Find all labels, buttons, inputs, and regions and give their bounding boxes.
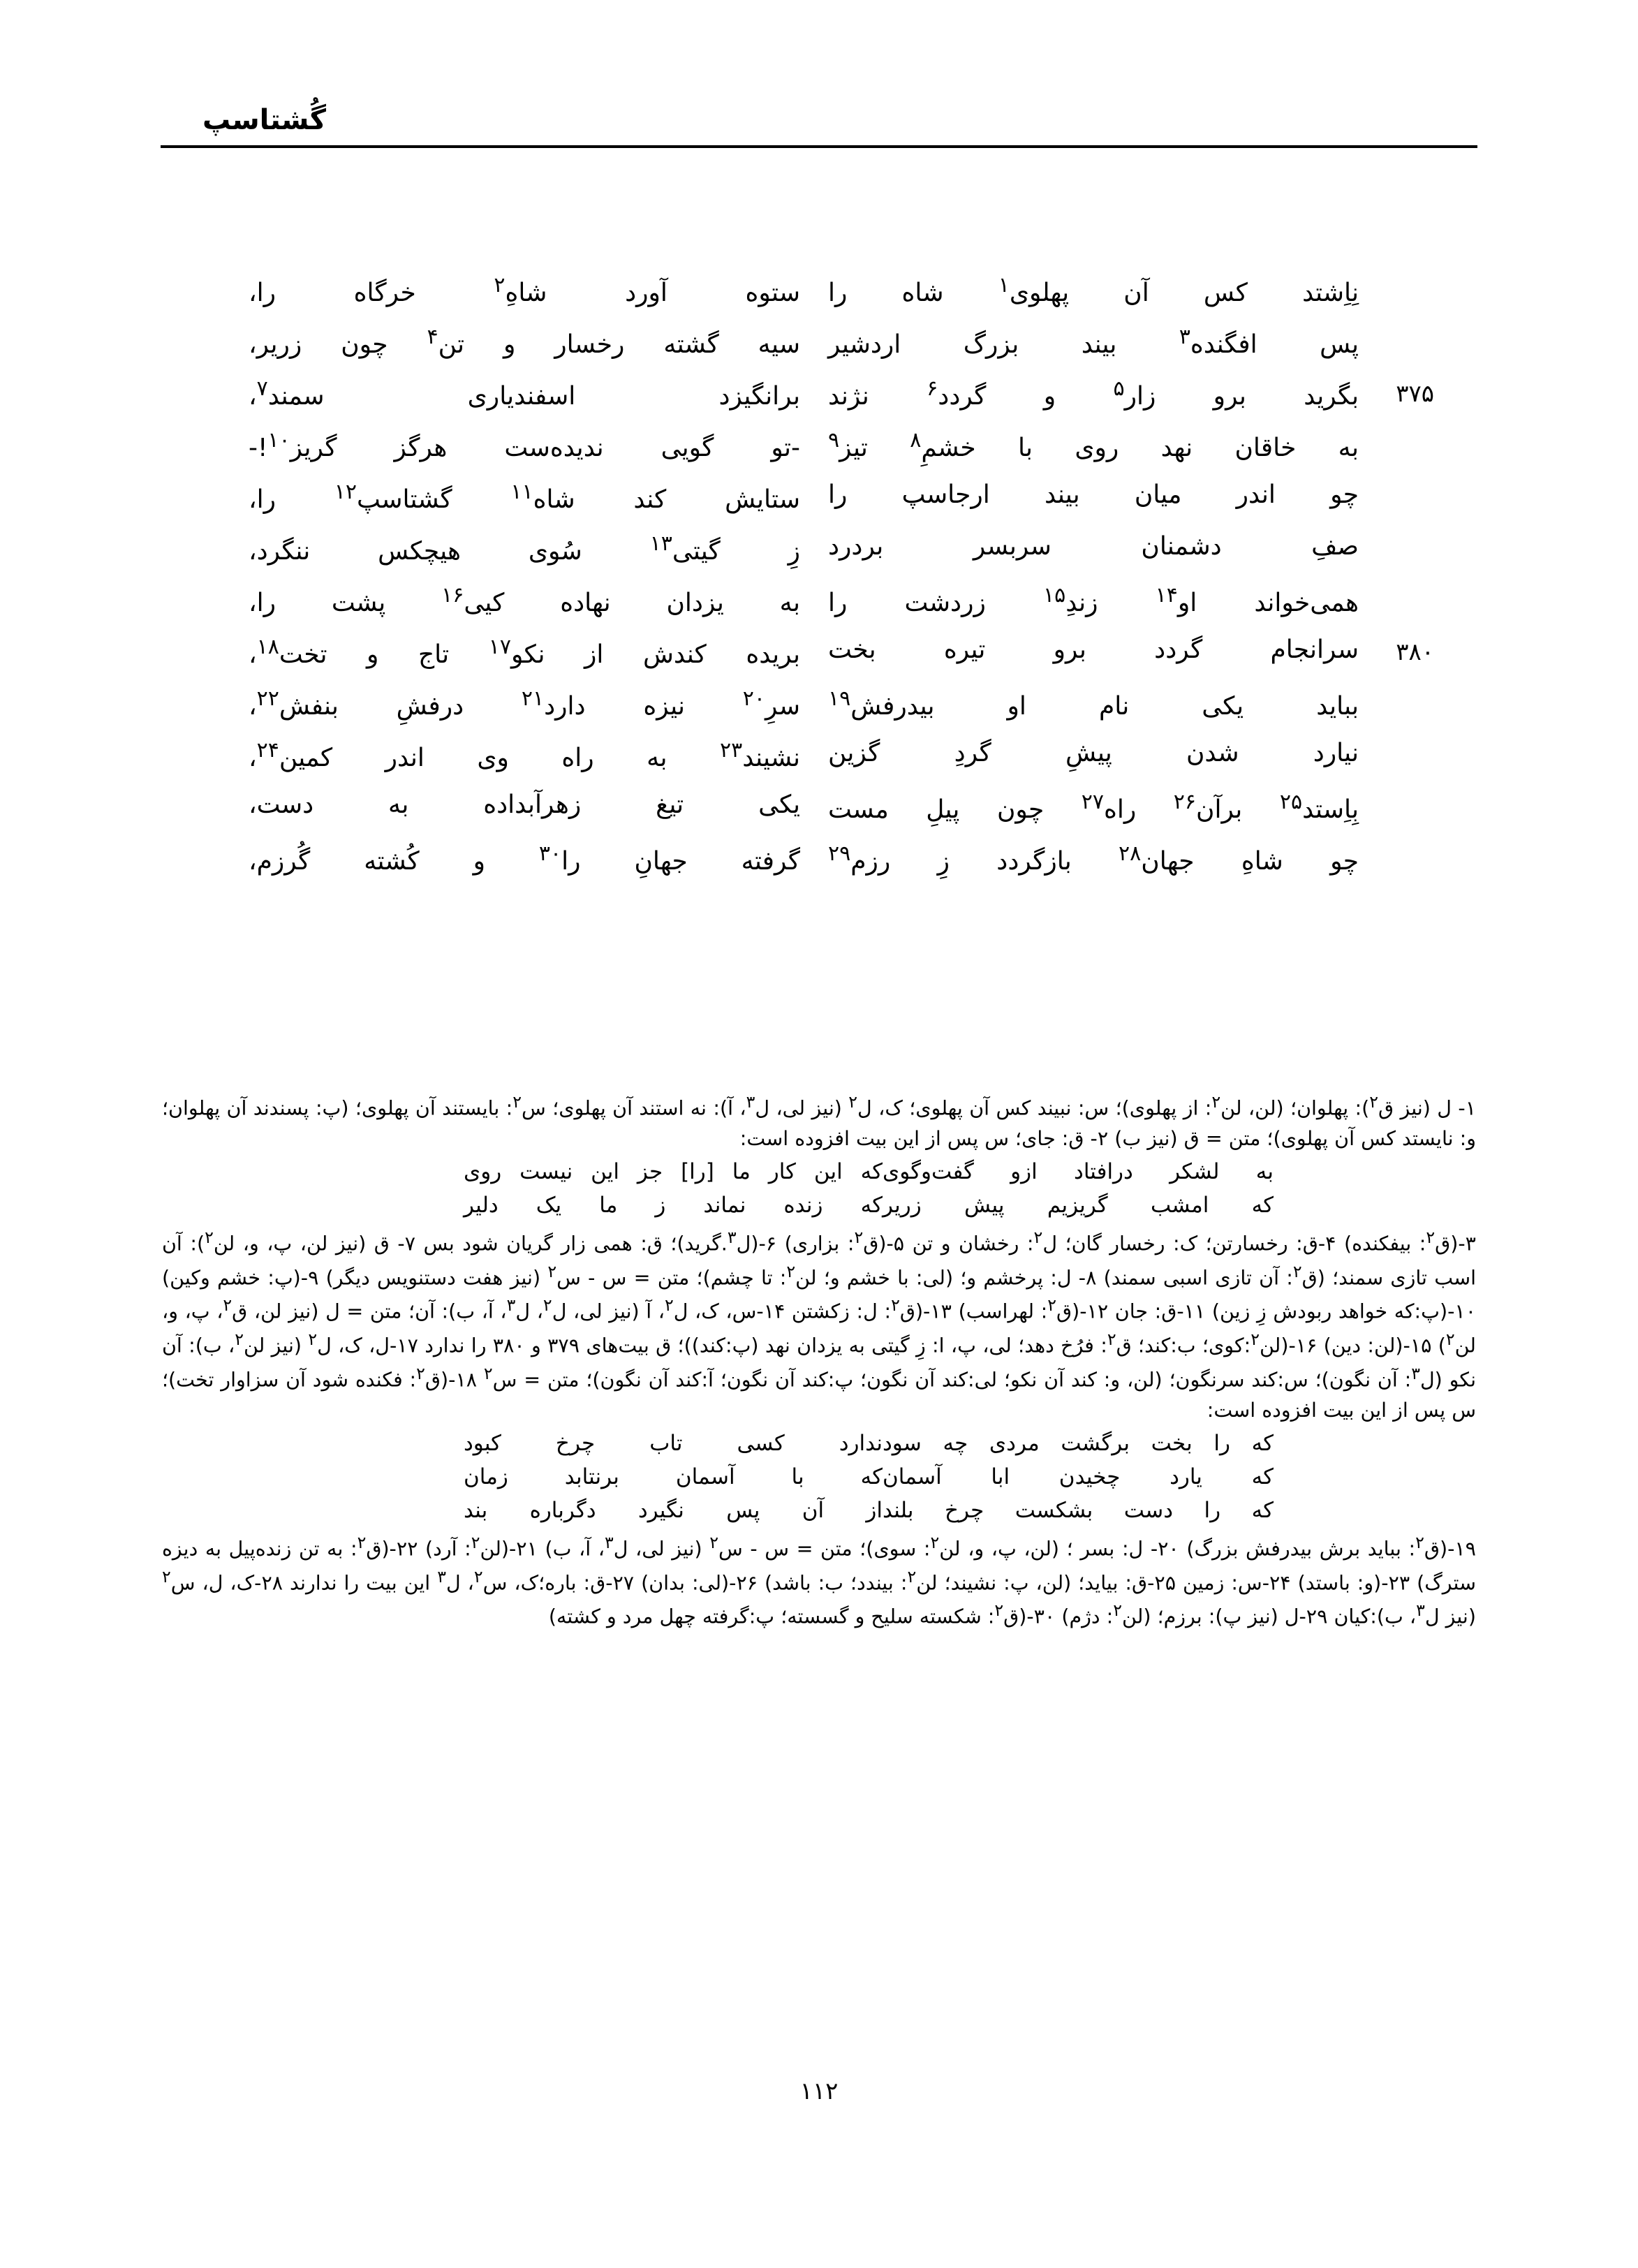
- hemistich-first: بگرید برو زار$^۵$ و گردد$^۶$ نژند: [828, 376, 1359, 411]
- quoted-hemistich-first: که را بخت برگشت مردی چه سود: [883, 1431, 1274, 1457]
- running-head-title: گُشتاسپ: [202, 104, 326, 136]
- hemistich-second: گرفته جهانِ را$^{۳۰}$ و کُشته گُرزم،: [249, 841, 800, 876]
- quoted-hemistich-second: که زنده نماند ز ما یک دلیر: [464, 1192, 883, 1218]
- apparatus-note: ۱- ل (نیز ق$^۲$): پهلوان؛ (لن، لن$^۲$: از پهلوی)؛ س: نبیند کس آن پهلوی؛ ک، ل$^۲$ (نیز لی، ل$^۳$، آ): نه استند آن پهلوی؛ س$^۲$: بایستند آن پهلوی؛ (پ: پسندند آن پهلوان؛ و: نایستد کس آن پهلوی)؛ متن = ق (نیز ب)‌ ۲- ق: جای؛ س پس از این بیت افزوده است:: [162, 1092, 1476, 1150]
- verse-line: [209, 479, 1429, 531]
- hemistich-second: -تو گویی ندیده‌ست هرگز گریز$^{۱۰}$!-: [249, 428, 800, 462]
- hemistich-first: صفِ دشمنان سربسر بردرد: [828, 532, 1359, 561]
- verse-line: [209, 686, 1429, 737]
- hemistich-first: بباید یکی نام او بیدرفش$^{۱۹}$: [828, 686, 1359, 721]
- hemistich-first: سرانجام گردد برو تیره بخت: [828, 635, 1359, 664]
- verse-line: [209, 582, 1429, 634]
- hemistich-first: پس افگنده$^۳$ بیند بزرگ اردشیر: [828, 325, 1359, 359]
- apparatus-quoted-verse: [162, 1158, 1476, 1187]
- hemistich-first: به خاقان نهد روی با خشمِ$^۸$ تیز$^۹$: [828, 428, 1359, 462]
- quoted-hemistich-second: از آن پس نگیرد دگرباره بند: [464, 1497, 883, 1523]
- hemistich-first: چو شاهِ جهان$^{۲۸}$ بازگردد زِ رزم$^{۲۹}$: [828, 841, 1359, 876]
- apparatus-note: ۳-(ق$^۲$: بیفکنده)‌ ۴-ق: رخسارتن؛ ک: رخسار گان؛ ل$^۲$: رخشان و تن ۵-(ق$^۲$: بزاری)‌ ۶-(ل$^۳$.گرید)؛ ق: همی زار گریان شود بس ۷- ق (نیز لن، پ، و، لن$^۲$): آن اسب تازی سمند؛ (ق$^۲$: آن تازی اسبی سمند)‌ ۸- ل: پرخشم و؛ (لی: با خشم و؛ لن$^۲$: تا چشم)؛ متن = س - س$^۲$ (نیز هفت دستنویس دیگر)‌ ۹-(پ: خشم وکین)‌ ۱۰-(پ:که خواهد ربودش زِ زین)‌ ۱۱-ق: جان ۱۲-(ق$^۲$: لهراسب)‌ ۱۳-(ق$^۲$: ل: زکشتن ۱۴-س، ک، ل$^۲$، آ (نیز لی، ل$^۲$، ل$^۳$، آ، ب): آن؛ متن = ل (نیز لن، ق$^۲$، پ، و، لن$^۲$)‌ ۱۵-(لن: دین)‌ ۱۶-(لن$^۲$:کوی؛ ب:کند؛ ق$^۲$: فرُخ دهد؛ لی، پ، ا: زِ گیتی به یزدان نهد (پ:کند))؛ ق بیت‌های ۳۷۹ و ۳۸۰ را ندارد ۱۷-ل، ک، ل$^۲$ (نیز لن$^۲$، ب): آن نکو (ل$^۳$: آن نگون)؛ س:کند سرنگون؛ (لن، و: کند آن نکو؛ لی:کند آن نگون؛ پ:کند آن نگون؛ آ:کند آن نگون)؛ متن = س$^۲$‌ ۱۸-(ق$^۲$: فکنده شود آن سزاوار تخت)؛ س پس از این بیت افزوده است:: [162, 1227, 1477, 1422]
- hemistich-second: ستوه آورد شاهِ$^۲$ خرگاه را،: [249, 273, 800, 307]
- verse-line: [209, 427, 1429, 479]
- header-rule: [161, 145, 1477, 148]
- apparatus-quoted-verse: [162, 1191, 1476, 1221]
- hemistich-second: سیه گشته رخسار و تن$^۴$ چون زریر،: [249, 325, 801, 359]
- quoted-hemistich-second: که این کار ما [را] جز این نیست روی: [464, 1159, 883, 1185]
- hemistich-first: چو اندر میان بیند ارجاسپ را: [828, 480, 1359, 509]
- hemistich-first: نِاِشتد کس آن پهلوی$^۱$ شاه را: [828, 273, 1359, 307]
- apparatus-quoted-verse: [162, 1463, 1476, 1492]
- verse-line: [209, 376, 1434, 427]
- hemistich-first: بِاِستد$^{۲۵}$ برآن$^{۲۶}$ راه$^{۲۷}$ چون پیلِ مست: [828, 790, 1359, 824]
- hemistich-second: ستایش کند شاه$^{۱۱}$ گشتاسپ$^{۱۲}$ را،: [249, 480, 800, 514]
- hemistich-first: همی‌خواند او$^{۱۴}$ زندِ$^{۱۵}$ زردشت را: [828, 583, 1359, 617]
- critical-apparatus: [162, 1089, 1476, 1633]
- quoted-hemistich-first: که امشب گریزیم پیش زریر: [883, 1192, 1274, 1218]
- hemistich-second: برانگیزد اسفندیاری سمند$^۷$،: [249, 376, 800, 411]
- verse-block: [209, 272, 1434, 892]
- quoted-hemistich-first: که یارد چخیدن ابا آسمان: [883, 1464, 1274, 1490]
- verse-line: [209, 272, 1429, 324]
- verse-line: [209, 841, 1429, 892]
- apparatus-note: ۱۹-(ق$^۲$: بباید برش بیدرفش بزرگ)‌ ۲۰- ل: بسر ؛ (لن، پ، و، لن$^۲$: سوی)؛ متن = س - س$^۲$ (نیز لی، ل$^۳$، آ، ب)‌ ۲۱-(لن$^۲$: آرد)‌ ۲۲-(ق$^۲$: به تن زنده‌پیل به دیزه سترگ)‌ ۲۳-(و: باستد)‌ ۲۴-س: زمین ۲۵-ق: بیاید؛ (لن، پ: نشیند؛ لن$^۲$: بیندد؛ ب: باشد)‌ ۲۶-(لی: بدان)‌ ۲۷-ق: باره؛ک، س$^۲$، ل$^۳$ این بیت را ندارند ۲۸-ک، ل، س$^۲$ (نیز ل$^۳$، ب):کیان ۲۹-ل (نیز پ): برزم؛ (لن$^۲$: دژم)‌ ۳۰-(ق$^۲$: شکسته سلیح و گسسته؛ پ:گرفته چهل مرد و کشته): [162, 1532, 1476, 1628]
- verse-line: [209, 634, 1434, 686]
- quoted-hemistich-second: که با آسمان برنتابد زمان: [464, 1464, 883, 1490]
- page-header: [161, 105, 1477, 182]
- apparatus-quoted-verse: [162, 1429, 1476, 1459]
- hemistich-second: به یزدان نهاده کیی$^{۱۶}$ پشت را،: [249, 583, 800, 617]
- verse-line: [209, 737, 1429, 789]
- hemistich-second: زِ گیتی$^{۱۳}$ سُوی هیچکس ننگرد،: [249, 531, 800, 566]
- hemistich-second: سرِ$^{۲۰}$ نیزه دارد$^{۲۱}$ درفشِ بنفش$^{۲۲}$،: [249, 686, 800, 721]
- hemistich-second: نشیند$^{۲۳}$ به راه وی اندر کمین$^{۲۴}$،: [249, 738, 800, 772]
- verse-number: ۳۷۵: [1396, 380, 1434, 408]
- verse-number: ۳۸۰: [1396, 638, 1434, 666]
- quoted-hemistich-second: ندارد کسی تاب چرخ کبود: [464, 1431, 883, 1457]
- verse-line: [209, 324, 1429, 376]
- verse-line: [209, 531, 1429, 582]
- hemistich-second: بریده کندش از نکو$^{۱۷}$ تاج و تخت$^{۱۸}$،: [249, 635, 800, 669]
- quoted-hemistich-first: به لشکر درافتاد ازو گفت‌وگوی: [883, 1159, 1274, 1185]
- verse-line: [209, 789, 1429, 841]
- folio-number: ۱۱۲: [799, 2077, 839, 2105]
- hemistich-second: یکی تیغ زهرآبداده به دست،: [249, 790, 800, 819]
- apparatus-quoted-verse: [162, 1496, 1476, 1526]
- hemistich-first: نیارد شدن پیشِ گردِ گزین: [828, 739, 1359, 767]
- quoted-hemistich-first: که را دست بشکست چرخ بلند: [883, 1497, 1274, 1523]
